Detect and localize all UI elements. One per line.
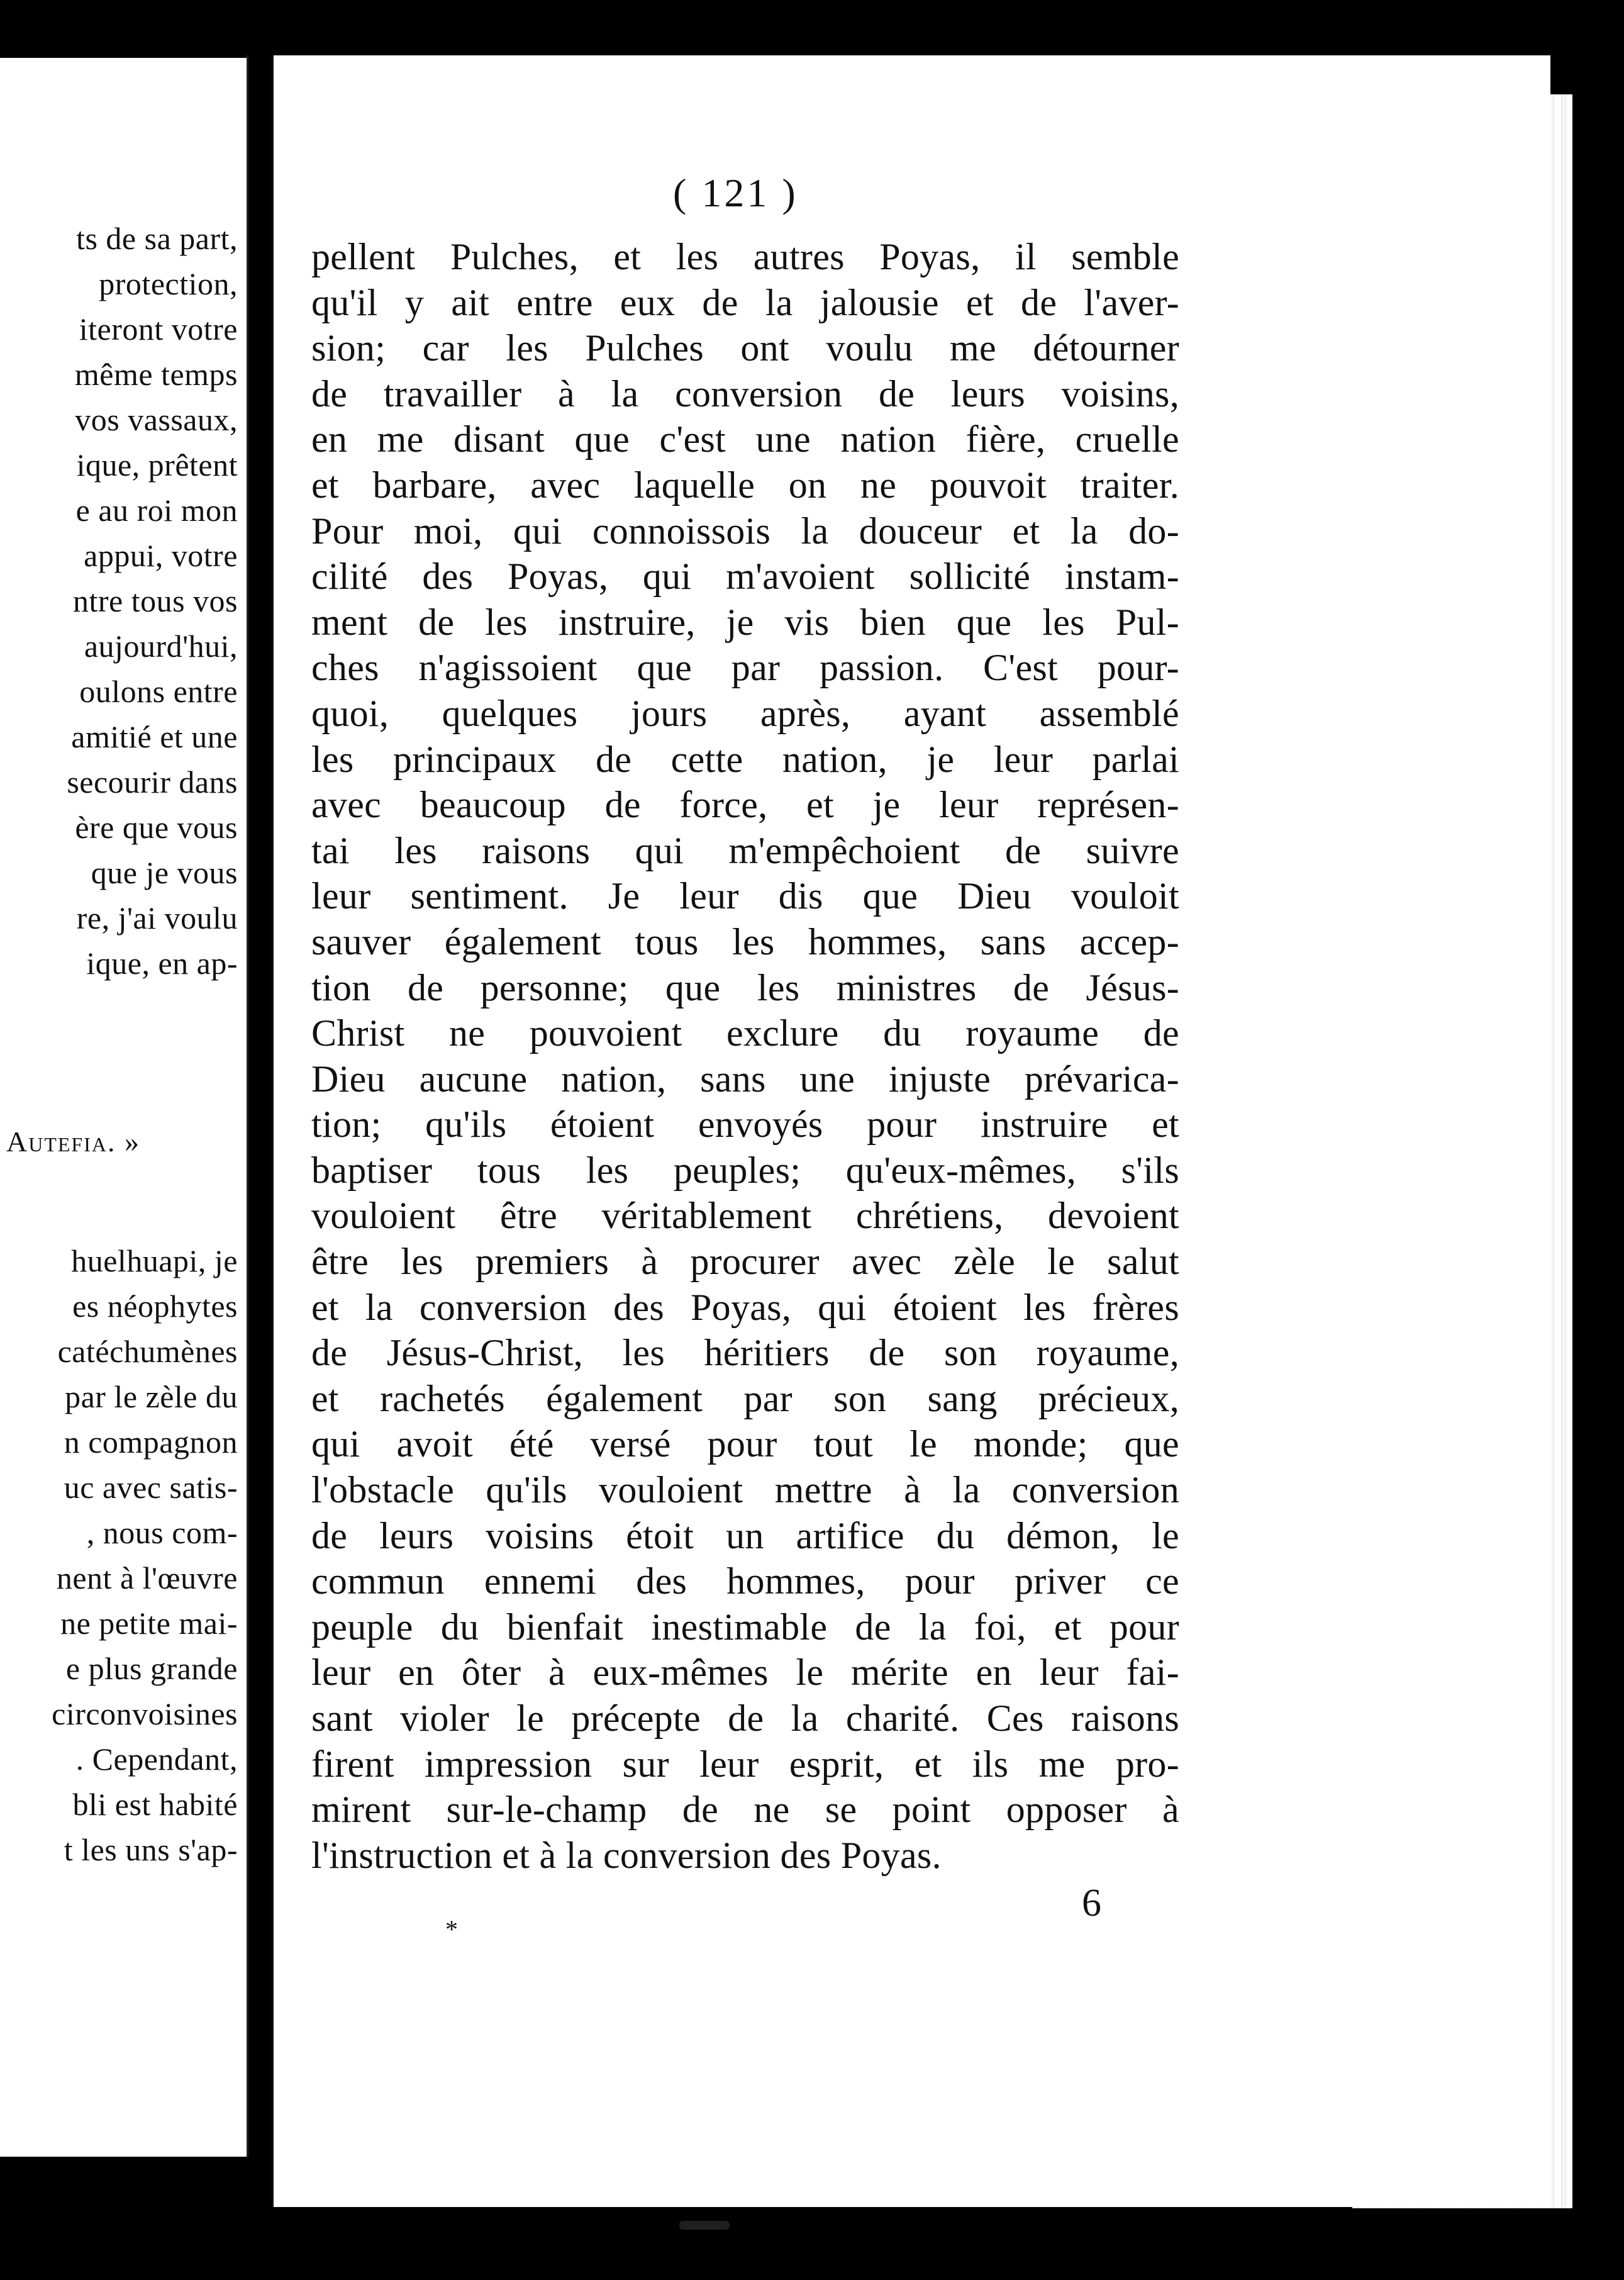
text-line: ches n'agissoient que par passion. C'est pour-	[311, 647, 1179, 689]
text-line: n compagnon	[64, 1424, 238, 1460]
text-line: leur en ôter à eux-mêmes le mérite en leur fai-	[311, 1651, 1179, 1694]
previous-page-text-top	[0, 216, 238, 986]
text-line: . Cependant,	[75, 1741, 238, 1777]
text-line: amitié et une	[71, 719, 238, 754]
previous-page-text-bottom	[0, 1238, 238, 1872]
page-top-rule	[0, 55, 247, 58]
text-line: , nous com-	[86, 1515, 238, 1550]
text-line: re, j'ai voulu	[76, 900, 238, 936]
text-line: e au roi mon	[75, 493, 238, 528]
text-line: baptiser tous les peuples; qu'eux-mêmes, s'ils	[311, 1149, 1179, 1191]
text-line: vos vassaux,	[75, 402, 238, 437]
text-line: en me disant que c'est une nation fière, cruelle	[311, 418, 1179, 461]
text-line: et rachetés également par son sang précieux,	[311, 1377, 1179, 1419]
text-line: Pour moi, qui connoissois la douceur et la do-	[311, 510, 1179, 552]
text-line: de leurs voisins étoit un artifice du démon, le	[311, 1514, 1179, 1556]
text-line: ique, prêtent	[76, 447, 238, 483]
text-line: et la conversion des Poyas, qui étoient les frères	[311, 1286, 1179, 1328]
text-line: protection,	[99, 266, 238, 301]
text-line: oulons entre	[79, 674, 238, 709]
text-line: ne petite mai-	[60, 1606, 238, 1641]
text-line: tai les raisons qui m'empêchoient de suivre	[311, 829, 1179, 871]
text-line: ts de sa part,	[76, 221, 238, 256]
text-line: t les uns s'ap-	[64, 1832, 238, 1867]
asterisk-mark: *	[445, 1915, 458, 1943]
text-line: que je vous	[91, 855, 238, 890]
text-line: peuple du bienfait inestimable de la foi, et pour	[311, 1606, 1179, 1648]
text-line: mirent sur-le-champ de ne se point opposer à	[311, 1789, 1179, 1831]
text-line: aujourd'hui,	[84, 629, 238, 664]
text-line: sion; car les Pulches ont voulu me détourner	[311, 327, 1179, 369]
signature-mark: 6	[1082, 1882, 1101, 1925]
text-line: leur sentiment. Je leur dis que Dieu vouloit	[311, 875, 1179, 917]
text-line: être les premiers à procurer avec zèle le salut	[311, 1241, 1179, 1283]
text-line: ntre tous vos	[72, 583, 238, 618]
page-number: ( 121 )	[673, 170, 798, 215]
text-line: de travailler à la conversion de leurs voisins,	[311, 372, 1179, 415]
text-line: e plus grande	[65, 1651, 238, 1686]
text-line: de Jésus-Christ, les héritiers de son royaume,	[311, 1332, 1179, 1374]
text-line: l'obstacle qu'ils vouloient mettre à la conversion	[311, 1469, 1179, 1511]
text-line: sant violer le précepte de la charité. Ces raisons	[311, 1697, 1179, 1739]
text-line: uc avec satis-	[64, 1470, 238, 1505]
text-line: circonvoisines	[52, 1696, 238, 1731]
text-line: les principaux de cette nation, je leur parlai	[311, 738, 1179, 780]
text-line: quoi, quelques jours après, ayant assemblé	[311, 692, 1179, 734]
text-line: l'instruction et à la conversion des Poyas.	[311, 1834, 942, 1876]
text-line: même temps	[74, 357, 238, 392]
text-line: catéchumènes	[57, 1334, 238, 1369]
text-line: ère que vous	[75, 810, 238, 845]
text-line: commun ennemi des hommes, pour priver ce	[311, 1560, 1179, 1602]
text-line: sauver également tous les hommes, sans accep-	[311, 920, 1179, 963]
text-line: es néophytes	[72, 1288, 238, 1324]
text-line: avec beaucoup de force, et je leur représen-	[311, 784, 1179, 826]
text-line: tion; qu'ils étoient envoyés pour instruire et	[311, 1104, 1179, 1146]
text-line: ique, en ap-	[86, 946, 238, 981]
text-line: cilité des Poyas, qui m'avoient sollicité instam-	[311, 556, 1179, 598]
previous-page	[0, 55, 248, 2157]
text-line: par le zèle du	[65, 1379, 238, 1414]
text-line: Christ ne pouvoient exclure du royaume de	[311, 1012, 1179, 1054]
text-line: ment de les instruire, je vis bien que les Pul-	[311, 601, 1179, 643]
text-line: pellent Pulches, et les autres Poyas, il semble	[311, 236, 1179, 277]
text-line: iteront votre	[79, 311, 238, 347]
text-line: qui avoit été versé pour tout le monde; que	[311, 1423, 1179, 1465]
text-line: bli est habité	[72, 1787, 238, 1822]
text-line: appui, votre	[84, 538, 238, 573]
text-line: vouloient être véritablement chrétiens, devoient	[311, 1195, 1179, 1237]
text-line: qu'il y ait entre eux de la jalousie et de l'aver-	[311, 281, 1179, 323]
text-line: secourir dans	[67, 764, 238, 800]
text-line: firent impression sur leur esprit, et ils me pro-	[311, 1743, 1179, 1785]
body-text	[311, 234, 1179, 1878]
scan-smudge	[679, 2221, 730, 2230]
text-line: et barbare, avec laquelle on ne pouvoit traiter.	[311, 464, 1179, 506]
text-line: Dieu aucune nation, sans une injuste prévarica-	[311, 1058, 1179, 1100]
section-header: Autefia. »	[6, 1126, 140, 1158]
text-line: tion de personne; que les ministres de Jésus-	[311, 966, 1179, 1009]
text-line: nent à l'œuvre	[56, 1560, 238, 1595]
text-line: huelhuapi, je	[71, 1243, 238, 1278]
